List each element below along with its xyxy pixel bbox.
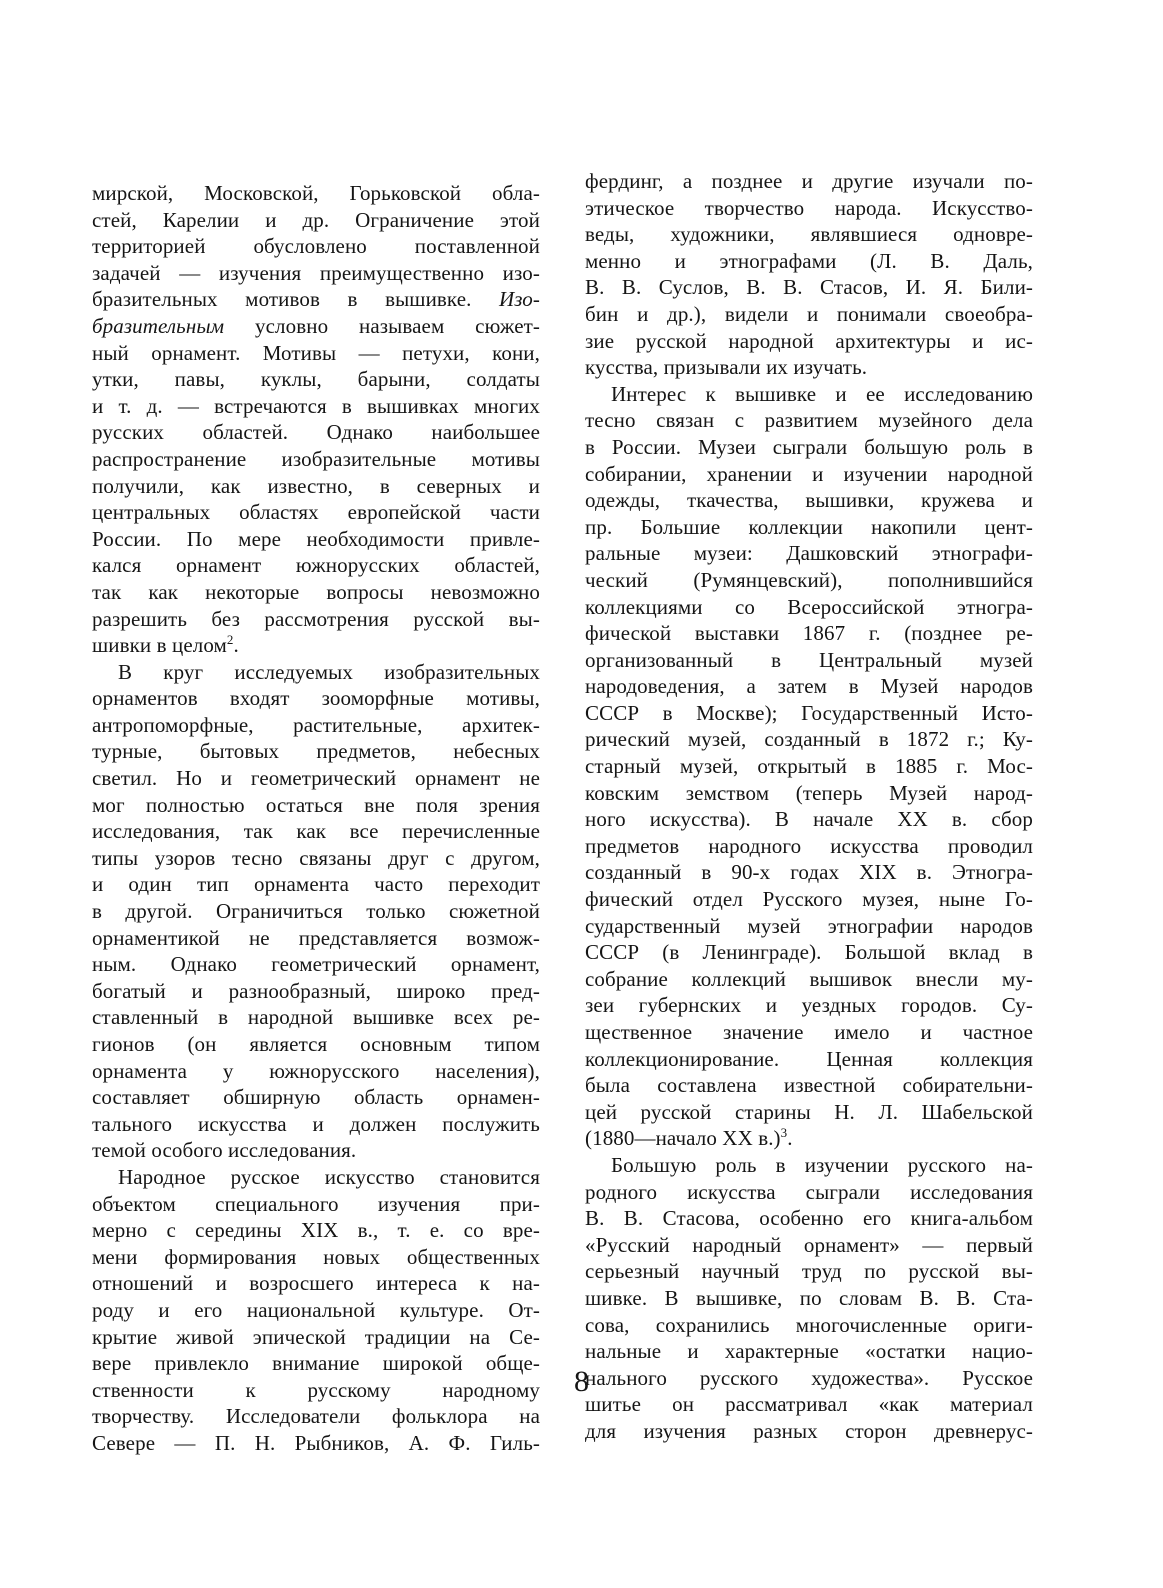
right-column-line (585, 461, 1033, 488)
line-text: распространение изобразительные мотивы (92, 446, 540, 471)
right-text-column (585, 168, 1033, 1445)
left-column-line (92, 1430, 540, 1457)
right-column-line (585, 540, 1033, 567)
line-text: щественное значение имело и частное (585, 1020, 1033, 1044)
line-text: орнаментов входят зооморфные мотивы, (92, 686, 540, 711)
line-text: объектом специального изучения при- (92, 1191, 540, 1216)
line-text: Народное русское искусство становится (118, 1164, 540, 1189)
line-text: зие русской народной архитектуры и ис- (585, 328, 1033, 353)
right-column-line (585, 514, 1033, 541)
footnote-reference: 2 (226, 632, 234, 648)
left-column-line (92, 526, 540, 553)
right-column-line (585, 859, 1033, 886)
line-text: утки, павы, куклы, барыни, солдаты (92, 367, 540, 392)
left-column-line (92, 1004, 540, 1031)
left-column-line (92, 978, 540, 1005)
left-column-line (92, 765, 540, 792)
right-column-line (585, 328, 1033, 355)
line-text: народоведения, а затем в Музей народов (585, 674, 1033, 699)
line-text: бин и др.), видели и понимали своеобра- (585, 301, 1033, 326)
italic-term: Изо- (499, 287, 540, 312)
line-text: шивки в целом (92, 633, 227, 658)
right-column-line (585, 301, 1033, 328)
line-text: одежды, ткачества, вышивки, кружева и (585, 488, 1033, 513)
right-column-line (585, 168, 1033, 195)
line-text: сова, сохранились многочисленные ориги- (585, 1312, 1033, 1337)
left-column-line (92, 871, 540, 898)
line-text: территорией обусловлено поставленной (92, 234, 540, 259)
right-column-line (585, 434, 1033, 461)
left-text-column (92, 180, 540, 1457)
line-text: в России. Музеи сыграли большую роль в (585, 434, 1033, 459)
line-text: собрание коллекций вышивок внесли му- (585, 966, 1033, 991)
right-column-line (585, 1099, 1033, 1126)
line-text: крытие живой эпической традиции на Се- (92, 1324, 540, 1349)
line-text: организованный в Центральный музей (585, 647, 1033, 672)
left-column-line (92, 1164, 540, 1191)
line-text: ный орнамент. Мотивы — петухи, кони, (92, 340, 540, 365)
right-column-line (585, 620, 1033, 647)
line-text: В круг исследуемых изобразительных (118, 659, 540, 684)
line-text: ческий (Румянцевский), пополнившийся (585, 567, 1033, 592)
right-column-line (585, 1338, 1033, 1365)
right-column-line (585, 195, 1033, 222)
line-text: стей, Карелии и др. Ограничение этой (92, 207, 540, 232)
left-column-line (92, 738, 540, 765)
left-column-line (92, 606, 540, 633)
right-column-line (585, 221, 1033, 248)
line-text: серьезный научный труд по русской вы- (585, 1259, 1033, 1284)
right-column-line (585, 1258, 1033, 1285)
left-column-line (92, 898, 540, 925)
line-text: фический отдел Русского музея, ныне Го- (585, 887, 1033, 912)
line-text: рический музей, созданный в 1872 г.; Ку- (585, 727, 1033, 752)
line-text: шивке. В вышивке, по словам В. В. Ста- (585, 1285, 1033, 1310)
line-text: кался орнамент южнорусских областей, (92, 553, 540, 578)
italic-term: бразительным (92, 313, 225, 338)
line-text: и один тип орнамента часто переходит (92, 872, 540, 897)
left-column-line (92, 1297, 540, 1324)
right-column-line (585, 407, 1033, 434)
line-text: ральные музеи: Дашковский этнографи- (585, 541, 1033, 566)
right-column-line (585, 939, 1033, 966)
right-column-line (585, 1046, 1033, 1073)
right-column-line (585, 700, 1033, 727)
line-text: мени формирования новых общественных (92, 1244, 540, 1269)
left-column-line (92, 233, 540, 260)
line-text: роду и его национальной культуре. От- (92, 1297, 540, 1322)
line-text: богатый и разнообразный, широко пред- (92, 978, 540, 1003)
left-column-line (92, 393, 540, 420)
line-text: старный музей, открытый в 1885 г. Мос- (585, 754, 1033, 779)
right-column-line (585, 1312, 1033, 1339)
left-column-line (92, 1111, 540, 1138)
line-text: и т. д. — встречаются в вышивках многих (92, 393, 540, 418)
right-column-line (585, 381, 1033, 408)
line-text: орнаментикой не представляется возмож- (92, 925, 540, 950)
line-text: «Русский народный орнамент» — первый (585, 1232, 1033, 1257)
line-text: отношений и возросшего интереса к на- (92, 1271, 540, 1296)
line-text: фической выставки 1867 г. (позднее ре- (585, 621, 1033, 646)
right-column-line (585, 806, 1033, 833)
line-text: коллекционирование. Ценная коллекция (585, 1046, 1033, 1071)
left-column-line (92, 1137, 540, 1164)
left-column-line (92, 1031, 540, 1058)
right-column-line (585, 1285, 1033, 1312)
line-text: была составлена известной собирательни- (585, 1073, 1033, 1098)
left-column-line (92, 685, 540, 712)
left-column-line (92, 180, 540, 207)
left-column-line (92, 366, 540, 393)
line-text: русских областей. Однако наибольшее (92, 420, 540, 445)
right-column-line (585, 594, 1033, 621)
line-text: условно называем сюжет- (224, 313, 540, 338)
left-column-line (92, 340, 540, 367)
right-column-line (585, 913, 1033, 940)
line-text: зеи губернских и уездных городов. Су- (585, 993, 1033, 1018)
right-column-line (585, 1232, 1033, 1259)
left-column-line (92, 260, 540, 287)
line-text: СССР в Москве); Государственный Исто- (585, 700, 1033, 725)
line-text: типы узоров тесно связаны друг с другом, (92, 845, 540, 870)
left-column-line (92, 632, 540, 659)
line-text: так как некоторые вопросы невозможно (92, 579, 540, 604)
line-text: исследования, так как все перечисленные (92, 819, 540, 844)
line-text: СССР (в Ленинграде). Большой вклад в (585, 940, 1033, 965)
right-column-line (585, 753, 1033, 780)
right-column-line (585, 1205, 1033, 1232)
line-text: центральных областях европейской части (92, 500, 540, 525)
left-column-line (92, 1244, 540, 1271)
right-column-line (585, 833, 1033, 860)
left-column-line (92, 1270, 540, 1297)
left-column-line (92, 925, 540, 952)
line-text: (1880—начало XX в.) (585, 1126, 781, 1151)
right-column-line (585, 1125, 1033, 1152)
line-text: кусства, призывали их изучать. (585, 355, 868, 380)
left-column-line (92, 659, 540, 686)
line-text: фердинг, а позднее и другие изучали по- (585, 169, 1033, 193)
line-text: вере привлекло внимание широкой обще- (92, 1351, 540, 1376)
line-text: этическое творчество народа. Искусство- (585, 195, 1033, 220)
line-text: ным. Однако геометрический орнамент, (92, 952, 540, 977)
right-column-line (585, 886, 1033, 913)
left-column-line (92, 446, 540, 473)
right-column-line (585, 354, 1033, 381)
line-text: шитье он рассматривал «как материал (585, 1392, 1033, 1417)
line-text: предметов народного искусства проводил (585, 833, 1033, 858)
line-text: турные, бытовых предметов, небесных (92, 739, 540, 764)
line-text: . (787, 1126, 793, 1151)
line-text: творчеству. Исследователи фольклора на (92, 1404, 540, 1429)
line-text: гионов (он является основным типом (92, 1032, 540, 1056)
left-column-line (92, 286, 540, 313)
left-column-line (92, 499, 540, 526)
line-text: ственности к русскому народному (92, 1377, 540, 1402)
line-text: получили, как известно, в северных и (92, 473, 540, 498)
right-column-line (585, 487, 1033, 514)
line-text: В. В. Стасова, особенно его книга-альбом (585, 1206, 1033, 1231)
right-column-line (585, 1418, 1033, 1445)
line-text: в другой. Ограничиться только сюжетной (92, 899, 540, 924)
right-column-line (585, 673, 1033, 700)
left-column-line (92, 313, 540, 340)
line-text: Севере — П. Н. Рыбников, А. Ф. Гиль- (92, 1430, 540, 1455)
line-text: веды, художники, являвшиеся одновре- (585, 222, 1033, 247)
line-text: тесно связан с развитием музейного дела (585, 408, 1033, 433)
line-text: составляет обширную область орнамен- (92, 1085, 540, 1110)
right-column-line (585, 1072, 1033, 1099)
left-column-line (92, 1324, 540, 1351)
left-column-line (92, 792, 540, 819)
line-text: пр. Большие коллекции накопили цент- (585, 514, 1033, 539)
left-column-line (92, 1191, 540, 1218)
line-text: орнамента у южнорусского населения), (92, 1058, 540, 1083)
line-text: мирской, Московской, Горьковской обла- (92, 181, 540, 205)
line-text: . (233, 633, 239, 658)
right-column-line (585, 726, 1033, 753)
line-text: мерно с середины XIX в., т. е. со вре- (92, 1218, 540, 1243)
left-column-line (92, 419, 540, 446)
right-column-line (585, 647, 1033, 674)
right-column-line (585, 992, 1033, 1019)
line-text: России. По мере необходимости привле- (92, 526, 540, 551)
right-column-line (585, 248, 1033, 275)
line-text: сударственный музей этнографии народов (585, 913, 1033, 938)
line-text: цей русской старины Н. Л. Шабельской (585, 1099, 1033, 1124)
footnote-reference: 3 (780, 1125, 788, 1141)
right-column-line (585, 1179, 1033, 1206)
line-text: светил. Но и геометрический орнамент не (92, 766, 540, 791)
line-text: менно и этнографами (Л. В. Даль, (585, 248, 1033, 273)
line-text: темой особого исследования. (92, 1138, 357, 1163)
left-column-line (92, 951, 540, 978)
left-column-line (92, 579, 540, 606)
right-column-line (585, 567, 1033, 594)
line-text: собирании, хранении и изучении народной (585, 461, 1033, 486)
right-column-line (585, 1019, 1033, 1046)
line-text: мог полностью остаться вне поля зрения (92, 792, 540, 817)
right-column-line (585, 274, 1033, 301)
line-text: для изучения разных сторон древнерус- (585, 1418, 1033, 1443)
line-text: Большую роль в изучении русского на- (611, 1152, 1033, 1177)
right-column-line (585, 780, 1033, 807)
left-column-line (92, 818, 540, 845)
right-column-line (585, 1152, 1033, 1179)
line-text: тального искусства и должен послужить (92, 1111, 540, 1136)
right-column-line (585, 966, 1033, 993)
line-text: В. В. Суслов, В. В. Стасов, И. Я. Били- (585, 275, 1033, 300)
line-text: бразительных мотивов в вышивке. (92, 287, 500, 312)
line-text: нального русского художества». Русское (585, 1365, 1033, 1390)
left-column-line (92, 1058, 540, 1085)
line-text: нальные и характерные «остатки нацио- (585, 1339, 1033, 1364)
left-column-line (92, 1403, 540, 1430)
line-text: ставленный в народной вышивке всех ре- (92, 1005, 540, 1030)
left-column-line (92, 552, 540, 579)
page-number: 8 (574, 1365, 589, 1398)
line-text: задачей — изучения преимущественно изо- (92, 260, 540, 285)
left-column-line (92, 1217, 540, 1244)
left-column-line (92, 712, 540, 739)
line-text: антропоморфные, растительные, архитек- (92, 712, 540, 737)
line-text: ного искусства). В начале XX в. сбор (585, 807, 1033, 832)
line-text: созданный в 90-х годах XIX в. Этногра- (585, 860, 1033, 885)
line-text: Интерес к вышивке и ее исследованию (611, 381, 1033, 406)
line-text: коллекциями со Всероссийской этногра- (585, 594, 1033, 619)
left-column-line (92, 845, 540, 872)
line-text: разрешить без рассмотрения русской вы- (92, 606, 540, 631)
line-text: ковским земством (теперь Музей народ- (585, 780, 1033, 805)
line-text: родного искусства сыграли исследования (585, 1179, 1033, 1204)
left-column-line (92, 207, 540, 234)
left-column-line (92, 473, 540, 500)
left-column-line (92, 1084, 540, 1111)
